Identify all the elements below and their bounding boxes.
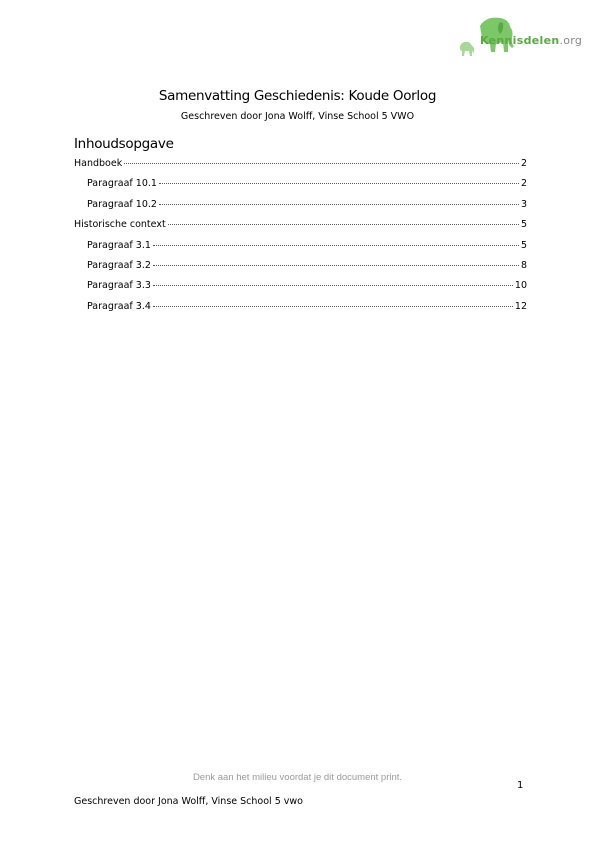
toc-entry-label: Paragraaf 3.3 xyxy=(87,280,151,292)
page-number: 1 xyxy=(517,780,524,791)
toc-entry-page: 12 xyxy=(514,300,527,312)
toc-leader-dots xyxy=(153,265,519,266)
logo-text: Kennisdelen.org xyxy=(480,34,583,47)
toc-entry-label: Paragraaf 10.2 xyxy=(87,198,157,210)
toc-entry-label: Paragraaf 3.1 xyxy=(87,239,151,251)
toc-leader-dots xyxy=(153,245,519,246)
toc-entry-page: 5 xyxy=(520,219,527,231)
toc-entry[interactable] xyxy=(74,158,527,178)
toc-entry-page: 2 xyxy=(520,158,527,169)
toc-entry[interactable] xyxy=(74,178,527,198)
toc-entry[interactable] xyxy=(74,301,527,321)
toc-entry[interactable] xyxy=(74,199,527,219)
toc-entry-label: Paragraaf 10.1 xyxy=(87,178,157,190)
document-subtitle: Geschreven door Jona Wolff, Vinse School 5 VWO xyxy=(180,111,415,122)
toc-entry-page: 3 xyxy=(520,198,527,210)
toc-entry-label: Paragraaf 3.4 xyxy=(87,300,151,312)
toc-leader-dots xyxy=(124,163,519,164)
table-of-contents xyxy=(74,158,527,321)
footer-eco-note: Denk aan het milieu voordat je dit document print. xyxy=(192,772,403,783)
toc-entry[interactable] xyxy=(74,280,527,300)
toc-entry[interactable] xyxy=(74,219,527,239)
toc-entry-label: Handboek xyxy=(74,158,123,169)
toc-entry-page: 10 xyxy=(514,280,527,292)
toc-entry[interactable] xyxy=(74,260,527,280)
toc-entry-page: 2 xyxy=(520,178,527,190)
document-title: Samenvatting Geschiedenis: Koude Oorlog xyxy=(158,88,437,104)
toc-leader-dots xyxy=(159,204,519,205)
toc-entry-page: 8 xyxy=(520,259,527,271)
toc-leader-dots xyxy=(159,183,519,184)
toc-entry-label: Historische context xyxy=(74,219,166,231)
footer-author: Geschreven door Jona Wolff, Vinse School 5 vwo xyxy=(74,796,303,807)
toc-leader-dots xyxy=(153,306,513,307)
toc-entry[interactable] xyxy=(74,240,527,260)
toc-entry-label: Paragraaf 3.2 xyxy=(87,259,151,271)
toc-entry-page: 5 xyxy=(520,239,527,251)
toc-heading: Inhoudsopgave xyxy=(74,136,174,152)
toc-leader-dots xyxy=(168,224,519,225)
toc-leader-dots xyxy=(153,285,513,286)
kennisdelen-logo[interactable] xyxy=(456,14,583,60)
